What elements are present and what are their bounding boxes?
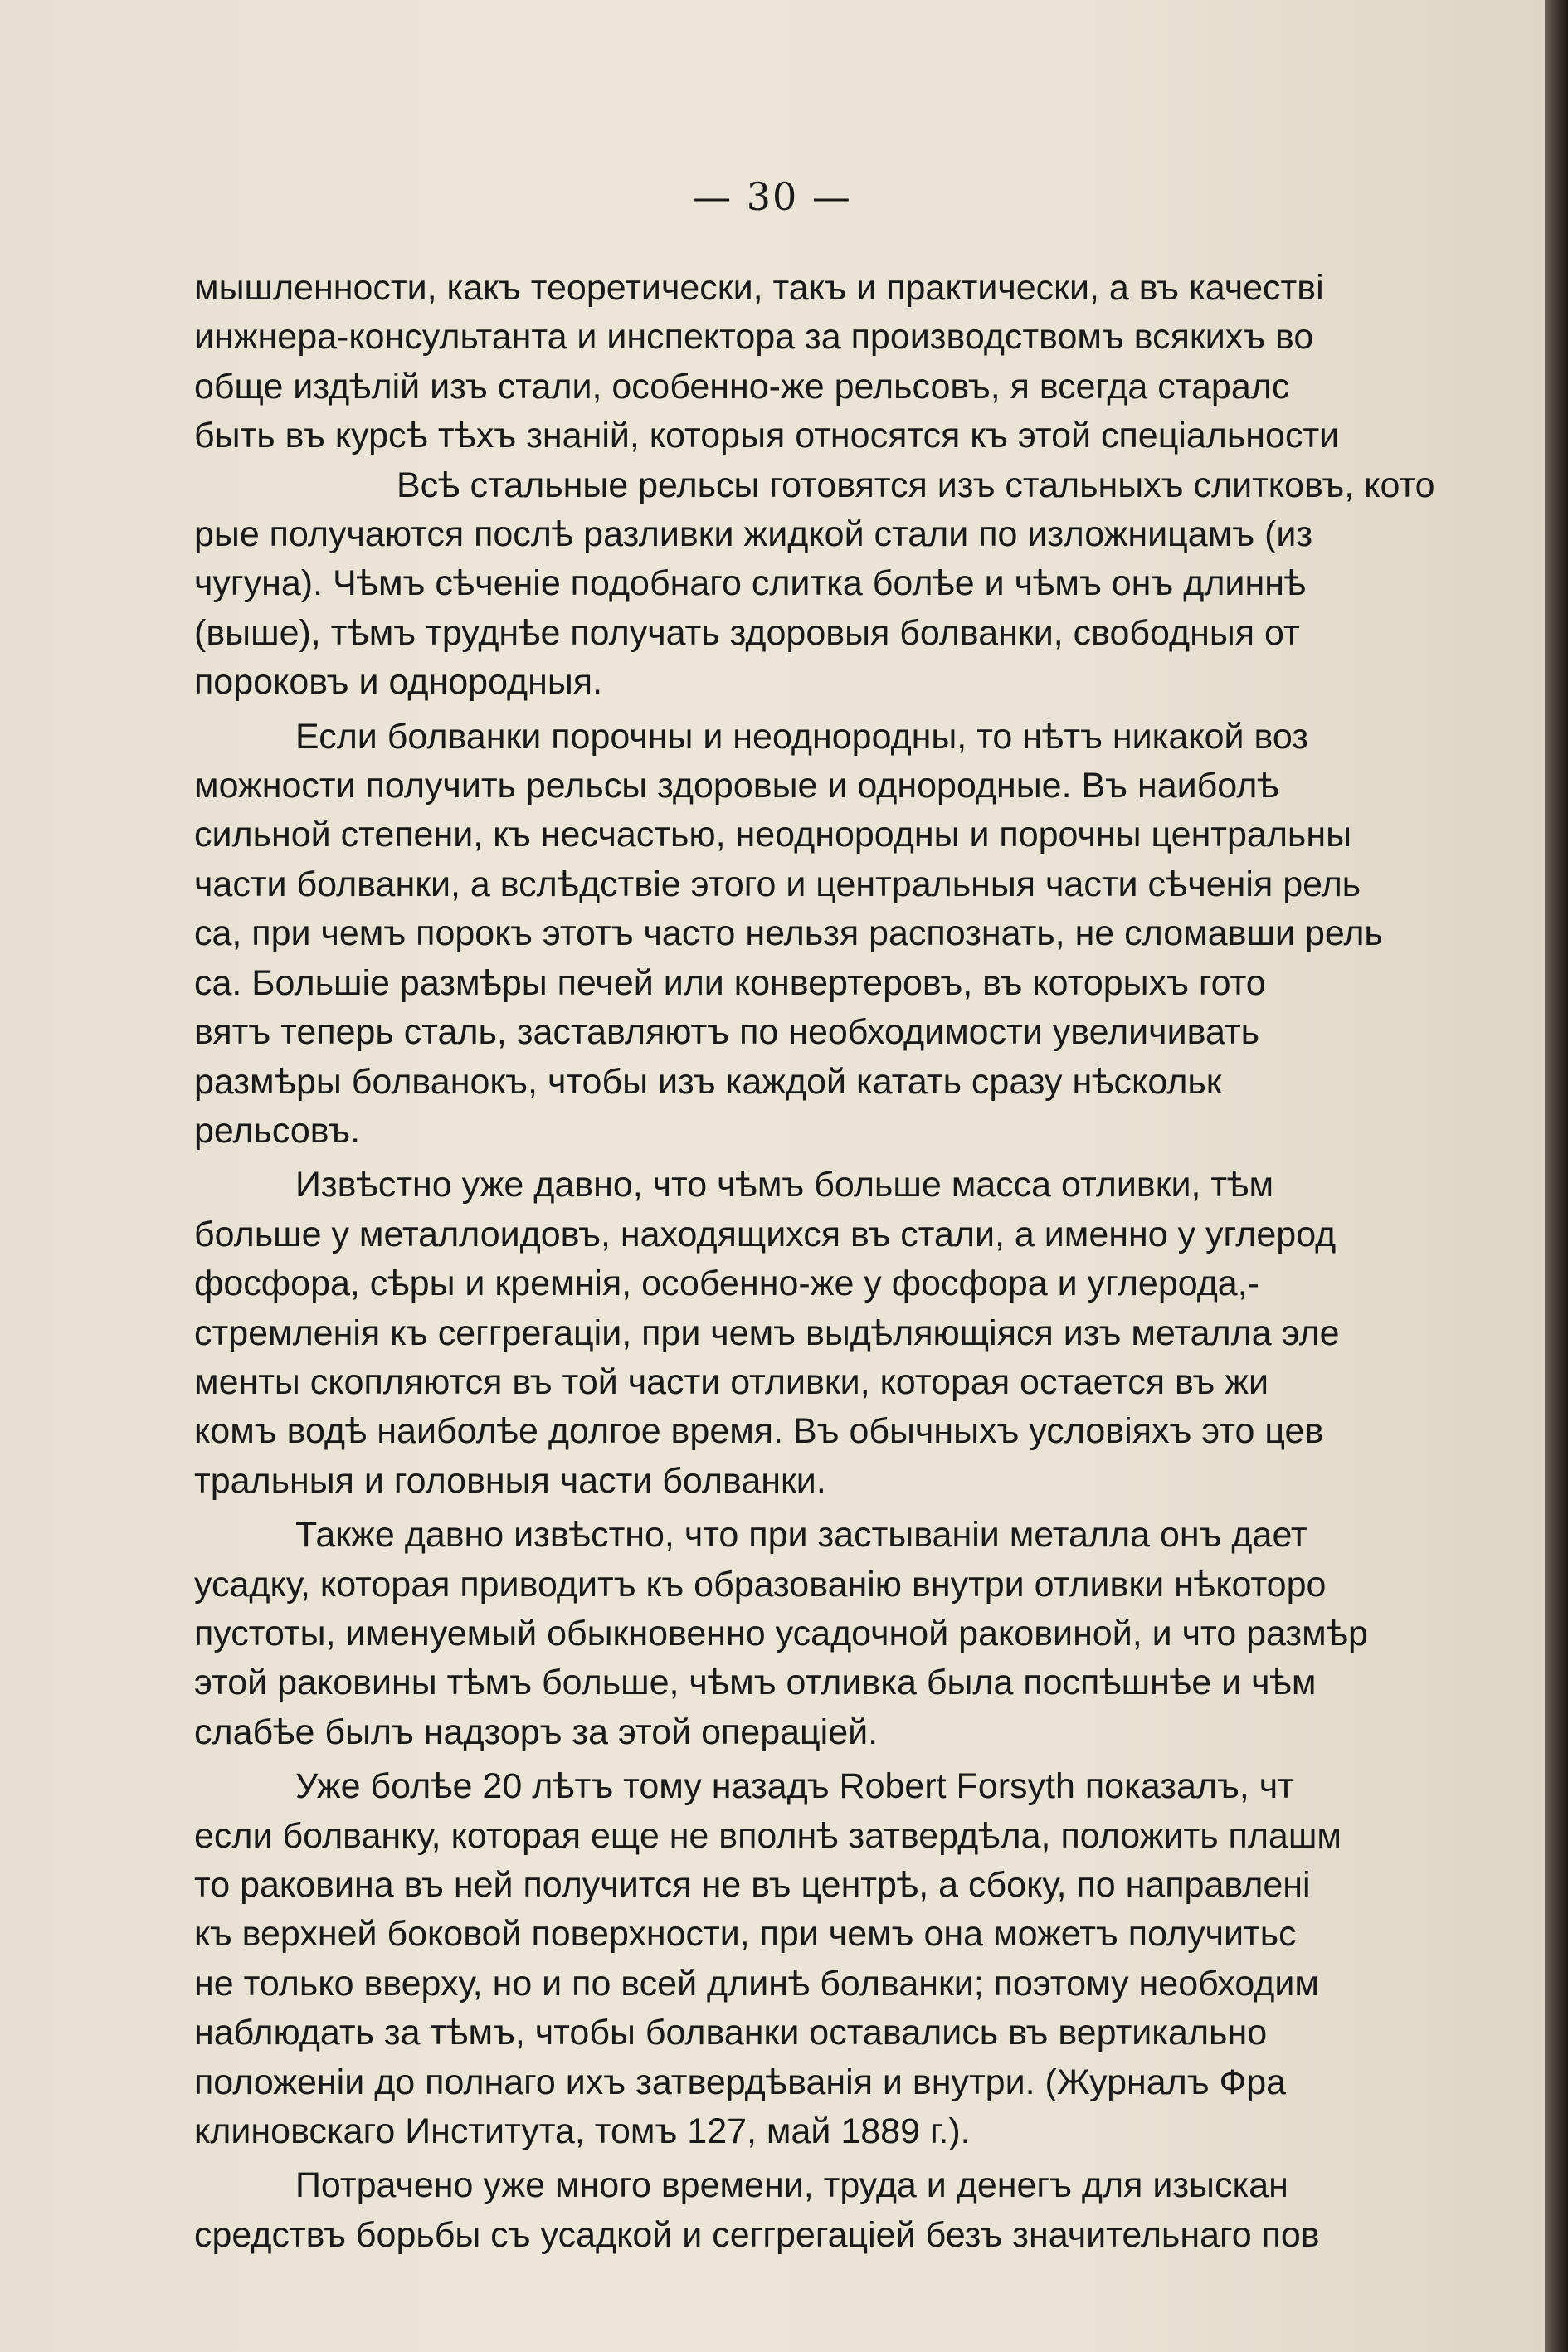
text-line: размѣры болванокъ, чтобы изъ каждой катать сразу нѣскольк <box>194 1061 1222 1102</box>
text-line: Извѣстно уже давно, что чѣмъ больше масса отливки, тѣм <box>295 1165 1274 1205</box>
text-line: къ верхней боковой поверхности, при чемъ она можетъ получитьс <box>194 1914 1297 1955</box>
text-line: средствъ борьбы съ усадкой и сеггрегаціей безъ значительнаго пов <box>194 2214 1320 2255</box>
text-line: стремленія къ сеггрегаціи, при чемъ выдѣляющіяся изъ металла эле <box>194 1312 1340 1353</box>
text-line: части болванки, а вслѣдствіе этого и центральныя части сѣченія рель <box>194 864 1361 904</box>
text-line: клиновскаго Института, томъ 127, май 1889 г.). <box>194 2111 971 2152</box>
text-line: усадку, которая приводитъ къ образованію внутри отливки нѣкоторо <box>194 1564 1327 1605</box>
text-line: если болванку, которая еще не вполнѣ затвердѣла, положить плашм <box>194 1815 1342 1856</box>
text-line: (выше), тѣмъ труднѣе получать здоровыя болванки, свободныя от <box>194 612 1300 653</box>
text-line: Всѣ стальные рельсы готовятся изъ стальныхъ слитковъ, кото <box>397 465 1435 505</box>
text-line: Также давно извѣстно, что при застываніи металла онъ дает <box>295 1515 1307 1556</box>
text-line: слабѣе былъ надзоръ за этой операціей. <box>194 1712 879 1752</box>
page-number: — 30 — <box>693 174 852 219</box>
paragraph <box>194 1762 1536 2156</box>
text-line: Потрачено уже много времени, труда и денегъ для изыскан <box>295 2165 1288 2206</box>
paragraph <box>194 264 1536 461</box>
text-line: пустоты, именуемый обыкновенно усадочной раковиной, и что размѣр <box>194 1613 1368 1653</box>
text-line: Уже болѣе 20 лѣтъ тому назадъ Robert Forsyth показалъ, чт <box>295 1766 1294 1807</box>
text-line: мышленности, какъ теоретически, такъ и практически, а въ качестві <box>194 268 1324 308</box>
text-line: пороковъ и однородныя. <box>194 662 603 703</box>
text-line: тральныя и головныя части болванки. <box>194 1460 826 1501</box>
paragraph <box>194 1161 1536 1506</box>
text-line: не только вверху, но и по всей длинѣ болванки; поэтому необходим <box>194 1963 1319 2004</box>
text-line: комъ водѣ наиболѣе долгое время. Въ обычныхъ условіяхъ это цев <box>194 1411 1324 1452</box>
text-line: Если болванки порочны и неоднородны, то нѣтъ никакой воз <box>295 716 1309 757</box>
text-line: рые получаются послѣ разливки жидкой стали по изложницамъ (из <box>194 514 1313 555</box>
text-line: рельсовъ. <box>194 1110 361 1151</box>
body-text <box>194 264 1536 2260</box>
text-line: чугуна). Чѣмъ сѣченіе подобнаго слитка болѣе и чѣмъ онъ длиннѣ <box>194 563 1307 604</box>
text-line: сильной степени, къ несчастью, неоднородны и порочны центральны <box>194 815 1351 855</box>
text-line: вятъ теперь сталь, заставляютъ по необходимости увеличивать <box>194 1012 1260 1053</box>
text-line: положеніи до полнаго ихъ затвердѣванія и внутри. (Журналъ Фра <box>194 2062 1287 2102</box>
text-line: инжнера-консультанта и инспектора за производствомъ всякихъ во <box>194 317 1314 358</box>
text-line: этой раковины тѣмъ больше, чѣмъ отливка была поспѣшнѣе и чѣм <box>194 1663 1317 1703</box>
text-line: са. Большіе размѣры печей или конвертеровъ, въ которыхъ гото <box>194 962 1266 1003</box>
paragraph <box>194 2161 1536 2260</box>
text-line: то раковина въ ней получится не въ центрѣ, а сбоку, по направлені <box>194 1865 1311 1905</box>
text-line: обще издѣлій изъ стали, особенно-же рельсовъ, я всегда старалс <box>194 366 1290 407</box>
book-spine-edge <box>1545 0 1568 2352</box>
text-line: быть въ курсѣ тѣхъ знаній, которыя относятся къ этой спеціальности <box>194 416 1340 456</box>
text-line: можности получить рельсы здоровые и однородные. Въ наиболѣ <box>194 766 1279 806</box>
paragraph <box>194 461 1536 708</box>
text-line: фосфора, сѣры и кремнія, особенно-же у фосфора и углерода,- <box>194 1264 1259 1304</box>
text-line: са, при чемъ порокъ этотъ часто нельзя распознать, не сломавши рель <box>194 913 1383 954</box>
paragraph <box>194 1511 1536 1757</box>
text-line: больше у металлоидовъ, находящихся въ стали, а именно у углерод <box>194 1214 1337 1254</box>
text-line: наблюдать за тѣмъ, чтобы болванки оставались въ вертикально <box>194 2013 1268 2053</box>
text-line: менты скопляются въ той части отливки, которая остается въ жи <box>194 1361 1269 1402</box>
paragraph <box>194 713 1536 1157</box>
